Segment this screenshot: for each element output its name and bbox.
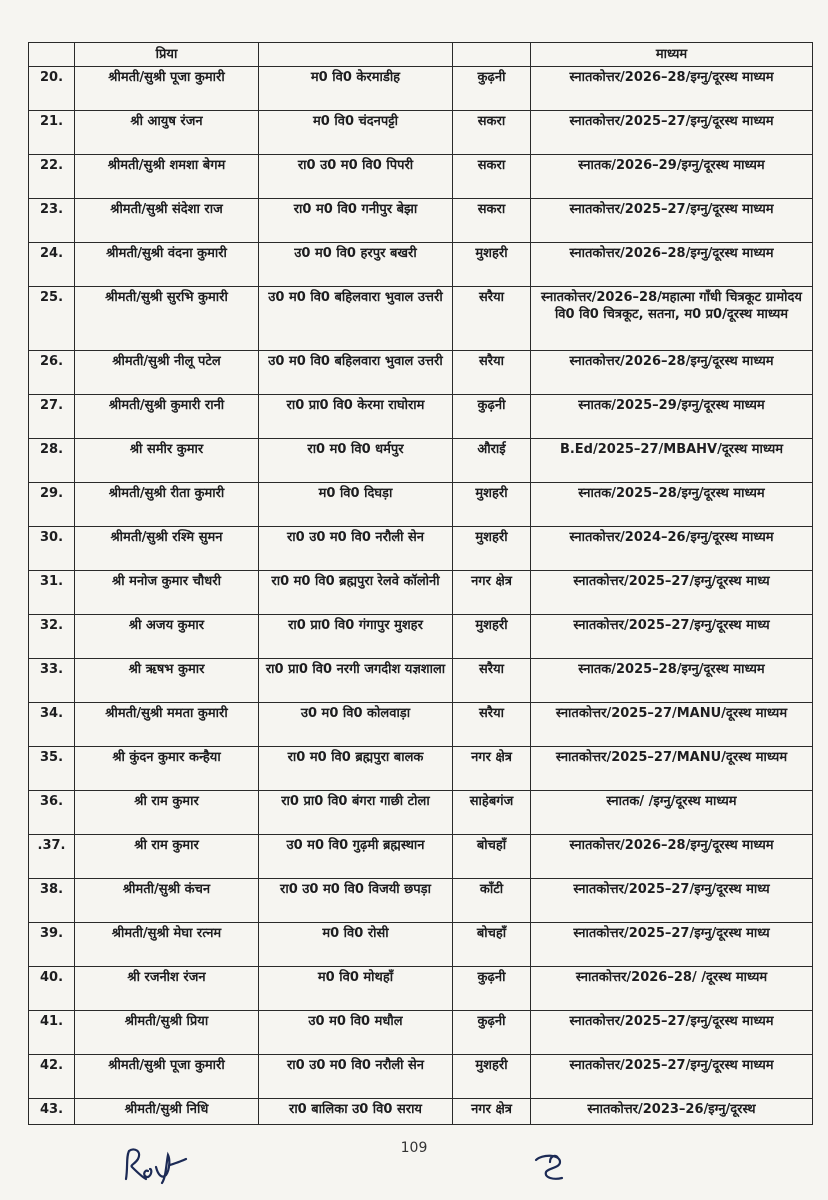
course-details: स्नातकोत्तर/2026–28/महात्मा गाँधी चित्रकूट ग्रामोदय वि0 वि0 चित्रकूट, सतना, म0 प्र0/दूरस्थ माध्यम (531, 287, 813, 351)
employee-name: श्रीमती/सुश्री रीता कुमारी (75, 483, 259, 527)
row-number: 33. (29, 659, 75, 703)
school-name: उ0 म0 वि0 कोलवाड़ा (259, 703, 453, 747)
table-row (29, 967, 813, 1011)
school-name: रा0 म0 वि0 ब्रह्मपुरा बालक (259, 747, 453, 791)
row-number: 40. (29, 967, 75, 1011)
course-details: B.Ed/2025–27/MBAHV/दूरस्थ माध्यम (531, 439, 813, 483)
row-number: 39. (29, 923, 75, 967)
row-number: 29. (29, 483, 75, 527)
school-name: रा0 म0 वि0 ब्रह्मपुरा रेलवे कॉलोनी (259, 571, 453, 615)
block-name: साहेबगंज (453, 791, 531, 835)
employee-name: श्री अजय कुमार (75, 615, 259, 659)
block-name: कुढ़नी (453, 967, 531, 1011)
block-name: मुशहरी (453, 615, 531, 659)
table-row (29, 747, 813, 791)
course-details: स्नातकोत्तर/2025–27/इग्नु/दूरस्थ माध्यम (531, 111, 813, 155)
table-row (29, 1055, 813, 1099)
row-number: 34. (29, 703, 75, 747)
table-row (29, 483, 813, 527)
school-name: रा0 बालिका उ0 वि0 सराय (259, 1099, 453, 1125)
block-name: बोचहाँ (453, 923, 531, 967)
table-row (29, 351, 813, 395)
employee-name: श्रीमती/सुश्री रश्मि सुमन (75, 527, 259, 571)
block-name: मुशहरी (453, 1055, 531, 1099)
table-row (29, 395, 813, 439)
block-name: सरैया (453, 351, 531, 395)
school-name: रा0 उ0 म0 वि0 नरौली सेन (259, 1055, 453, 1099)
course-details: स्नातकोत्तर/2026–28/इग्नु/दूरस्थ माध्यम (531, 835, 813, 879)
table-row (29, 1099, 813, 1125)
school-name: म0 वि0 चंदनपट्टी (259, 111, 453, 155)
block-name: कुढ़नी (453, 67, 531, 111)
school-name: उ0 म0 वि0 बहिलवारा भुवाल उत्तरी (259, 351, 453, 395)
employee-name: श्री मनोज कुमार चौधरी (75, 571, 259, 615)
block-name: नगर क्षेत्र (453, 571, 531, 615)
row-number: 25. (29, 287, 75, 351)
row-number: 38. (29, 879, 75, 923)
signature-left (120, 1145, 190, 1185)
course-details: स्नातक/2025–28/इग्नु/दूरस्थ माध्यम (531, 483, 813, 527)
table-row (29, 835, 813, 879)
course-details: स्नातकोत्तर/2025–27/MANU/दूरस्थ माध्यम (531, 747, 813, 791)
course-details: स्नातकोत्तर/2025–27/इग्नु/दूरस्थ माध्यम (531, 1055, 813, 1099)
block-name: कुढ़नी (453, 1011, 531, 1055)
block-name: सरैया (453, 703, 531, 747)
table-row (29, 111, 813, 155)
school-name: रा0 म0 वि0 गनीपुर बेझा (259, 199, 453, 243)
course-details: स्नातक/2025–29/इग्नु/दूरस्थ माध्यम (531, 395, 813, 439)
school-name: रा0 उ0 म0 वि0 विजयी छपड़ा (259, 879, 453, 923)
block-name: कुढ़नी (453, 395, 531, 439)
table-row (29, 527, 813, 571)
course-details: स्नातकोत्तर/2025–27/इग्नु/दूरस्थ माध्यम (531, 1011, 813, 1055)
course-details: स्नातकोत्तर/2025–27/इग्नु/दूरस्थ माध्य (531, 923, 813, 967)
course-details: स्नातकोत्तर/2026–28/इग्नु/दूरस्थ माध्यम (531, 243, 813, 287)
school-name: उ0 म0 वि0 मधौल (259, 1011, 453, 1055)
school-name: रा0 प्रा0 वि0 बंगरा गाछी टोला (259, 791, 453, 835)
table-body (29, 67, 813, 1125)
course-details: स्नातकोत्तर/2026–28/इग्नु/दूरस्थ माध्यम (531, 67, 813, 111)
table-row (29, 155, 813, 199)
row-number: 23. (29, 199, 75, 243)
school-name: म0 वि0 रोसी (259, 923, 453, 967)
row-number: 28. (29, 439, 75, 483)
table-row (29, 571, 813, 615)
school-name: रा0 उ0 म0 वि0 पिपरी (259, 155, 453, 199)
course-details: स्नातकोत्तर/2025–27/इग्नु/दूरस्थ माध्य (531, 571, 813, 615)
employee-name: श्रीमती/सुश्री वंदना कुमारी (75, 243, 259, 287)
signature-right (530, 1150, 574, 1184)
block-name: सकरा (453, 111, 531, 155)
block-name: औराई (453, 439, 531, 483)
school-name: रा0 म0 वि0 धर्मपुर (259, 439, 453, 483)
course-details: स्नातक/2026–29/इग्नु/दूरस्थ माध्यम (531, 155, 813, 199)
row-number: 32. (29, 615, 75, 659)
block-name: सरैया (453, 659, 531, 703)
course-details: स्नातकोत्तर/2026–28/ /दूरस्थ माध्यम (531, 967, 813, 1011)
row-number: 43. (29, 1099, 75, 1125)
header-school (259, 43, 453, 67)
row-number: 20. (29, 67, 75, 111)
header-block (453, 43, 531, 67)
employee-name: श्री कुंदन कुमार कन्हैया (75, 747, 259, 791)
table-row (29, 243, 813, 287)
table-row (29, 659, 813, 703)
employee-name: श्रीमती/सुश्री ममता कुमारी (75, 703, 259, 747)
school-name: रा0 प्रा0 वि0 केरमा राघोराम (259, 395, 453, 439)
employee-name: श्रीमती/सुश्री नीलू पटेल (75, 351, 259, 395)
school-name: म0 वि0 दिघड़ा (259, 483, 453, 527)
block-name: नगर क्षेत्र (453, 747, 531, 791)
employee-name: श्री ऋषभ कुमार (75, 659, 259, 703)
block-name: बोचहाँ (453, 835, 531, 879)
row-number: 26. (29, 351, 75, 395)
table-row (29, 287, 813, 351)
employee-name: श्रीमती/सुश्री कुमारी रानी (75, 395, 259, 439)
row-number: 35. (29, 747, 75, 791)
course-details: स्नातक/ /इग्नु/दूरस्थ माध्यम (531, 791, 813, 835)
block-name: सकरा (453, 155, 531, 199)
school-name: म0 वि0 केरमाडीह (259, 67, 453, 111)
row-number: 41. (29, 1011, 75, 1055)
school-name: रा0 प्रा0 वि0 नरगी जगदीश यज्ञशाला (259, 659, 453, 703)
employee-name: श्री रजनीश रंजन (75, 967, 259, 1011)
table-row (29, 703, 813, 747)
table-row (29, 615, 813, 659)
course-details: स्नातकोत्तर/2023–26/इग्नु/दूरस्थ (531, 1099, 813, 1125)
employee-name: श्रीमती/सुश्री कंचन (75, 879, 259, 923)
row-number: 36. (29, 791, 75, 835)
block-name: नगर क्षेत्र (453, 1099, 531, 1125)
employee-name: श्रीमती/सुश्री पूजा कुमारी (75, 1055, 259, 1099)
employee-name: श्री राम कुमार (75, 835, 259, 879)
school-name: म0 वि0 मोथहाँ (259, 967, 453, 1011)
table-row (29, 791, 813, 835)
course-details: स्नातकोत्तर/2025–27/MANU/दूरस्थ माध्यम (531, 703, 813, 747)
school-name: उ0 म0 वि0 हरपुर बखरी (259, 243, 453, 287)
header-name: प्रिया (75, 43, 259, 67)
employee-name: श्रीमती/सुश्री मेघा रत्नम (75, 923, 259, 967)
row-number: 24. (29, 243, 75, 287)
employee-name: श्री आयुष रंजन (75, 111, 259, 155)
school-name: उ0 म0 वि0 गुढ़मी ब्रह्मस्थान (259, 835, 453, 879)
school-name: रा0 उ0 म0 वि0 नरौली सेन (259, 527, 453, 571)
employee-name: श्रीमती/सुश्री शमशा बेगम (75, 155, 259, 199)
table-row (29, 923, 813, 967)
employee-name: श्रीमती/सुश्री संदेशा राज (75, 199, 259, 243)
course-details: स्नातकोत्तर/2026–28/इग्नु/दूरस्थ माध्यम (531, 351, 813, 395)
employee-name: श्रीमती/सुश्री सुरभि कुमारी (75, 287, 259, 351)
block-name: सकरा (453, 199, 531, 243)
row-number: 22. (29, 155, 75, 199)
page-number: 109 (400, 1140, 428, 1156)
block-name: काँटी (453, 879, 531, 923)
employee-name: श्रीमती/सुश्री प्रिया (75, 1011, 259, 1055)
table-row (29, 879, 813, 923)
course-details: स्नातकोत्तर/2025–27/इग्नु/दूरस्थ माध्य (531, 615, 813, 659)
employee-name: श्रीमती/सुश्री निधि (75, 1099, 259, 1125)
table-row (29, 439, 813, 483)
block-name: मुशहरी (453, 243, 531, 287)
row-number: 42. (29, 1055, 75, 1099)
course-details: स्नातकोत्तर/2024–26/इग्नु/दूरस्थ माध्यम (531, 527, 813, 571)
row-number: 27. (29, 395, 75, 439)
row-number: .37. (29, 835, 75, 879)
employee-name: श्री राम कुमार (75, 791, 259, 835)
block-name: सरैया (453, 287, 531, 351)
course-details: स्नातकोत्तर/2025–27/इग्नु/दूरस्थ माध्यम (531, 199, 813, 243)
header-num (29, 43, 75, 67)
table-row (29, 199, 813, 243)
table-row (29, 67, 813, 111)
header-course: माध्यम (531, 43, 813, 67)
row-number: 30. (29, 527, 75, 571)
header-row (29, 43, 813, 67)
employee-name: श्रीमती/सुश्री पूजा कुमारी (75, 67, 259, 111)
employee-name: श्री समीर कुमार (75, 439, 259, 483)
school-name: उ0 म0 वि0 बहिलवारा भुवाल उत्तरी (259, 287, 453, 351)
block-name: मुशहरी (453, 483, 531, 527)
course-details: स्नातक/2025–28/इग्नु/दूरस्थ माध्यम (531, 659, 813, 703)
row-number: 31. (29, 571, 75, 615)
course-details: स्नातकोत्तर/2025–27/इग्नु/दूरस्थ माध्य (531, 879, 813, 923)
block-name: मुशहरी (453, 527, 531, 571)
table-row (29, 1011, 813, 1055)
row-number: 21. (29, 111, 75, 155)
school-name: रा0 प्रा0 वि0 गंगापुर मुशहर (259, 615, 453, 659)
nomination-table (28, 42, 813, 1125)
